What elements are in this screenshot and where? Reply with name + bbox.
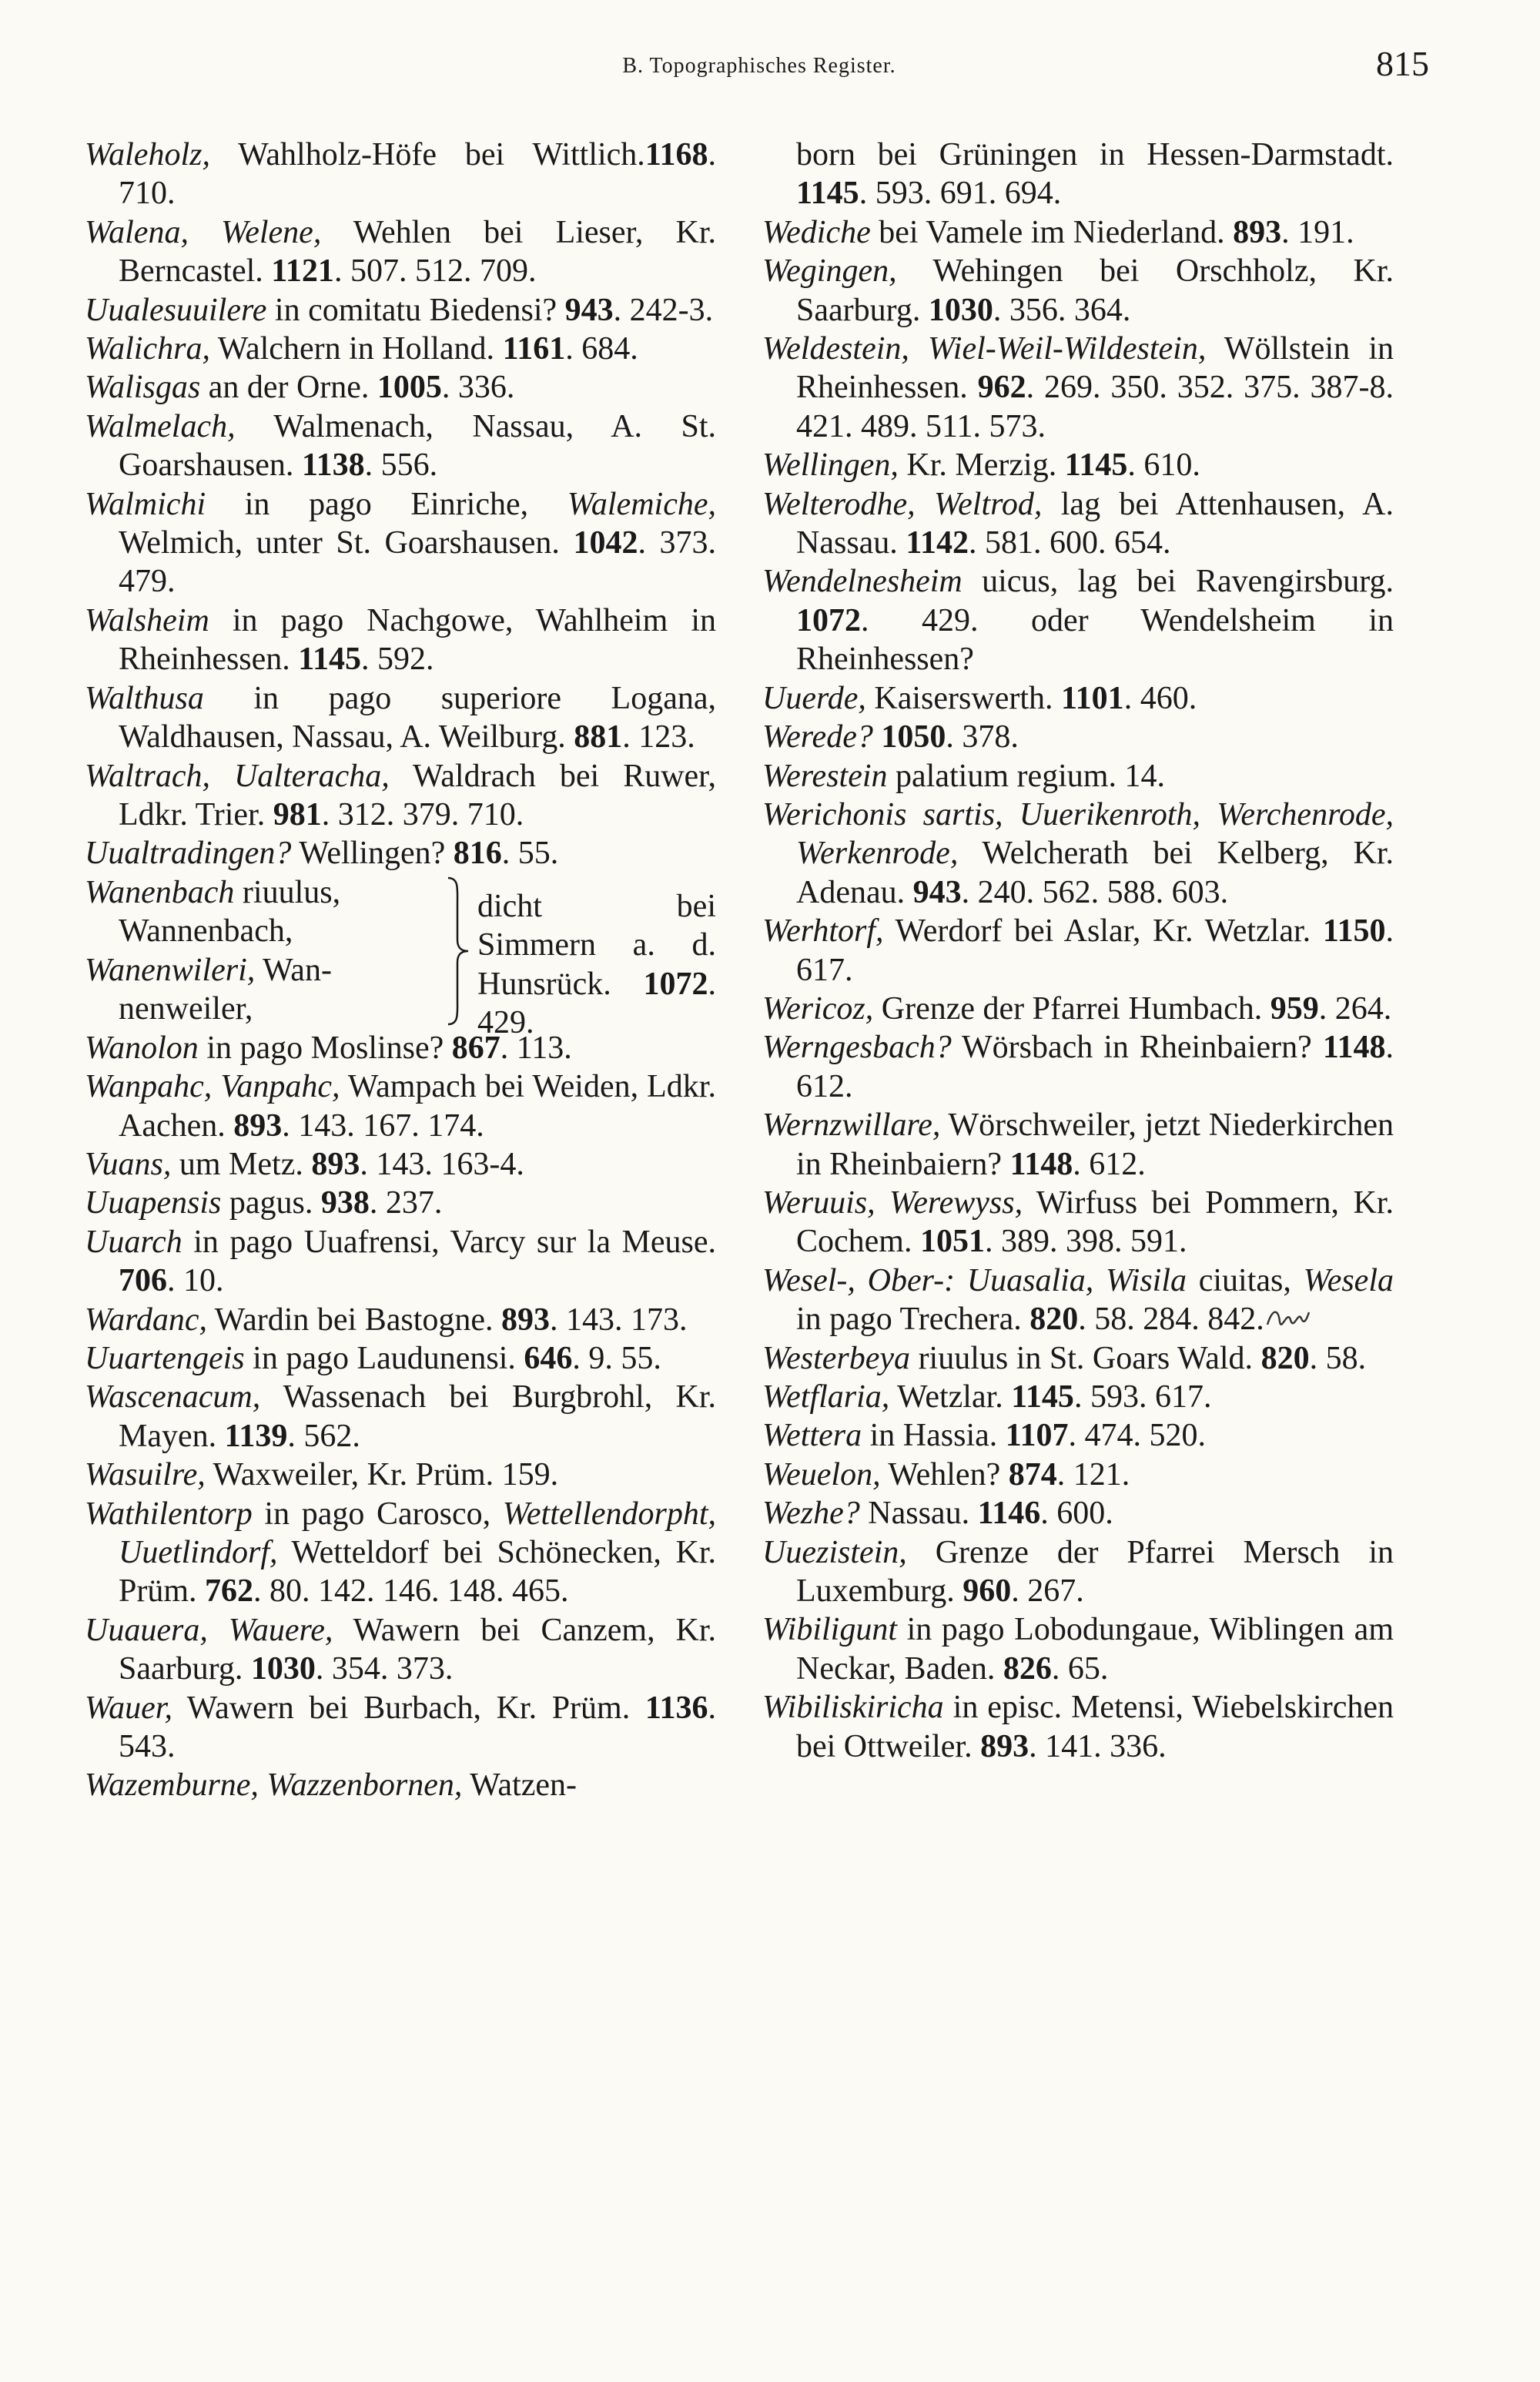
entry-doc-number: 1168 [644, 137, 708, 173]
index-entry [762, 1533, 1394, 1611]
bracket-right-text [477, 887, 716, 1043]
index-entry [762, 446, 1394, 484]
entry-headword: Uuapensis [85, 1185, 222, 1221]
index-entry [762, 679, 1394, 718]
index-entry [85, 1766, 716, 1804]
entry-text: in pago Lobodungaue, Wiblingen am Neckar, Baden. [796, 1612, 1394, 1687]
entry-headword: Walichra, [85, 331, 210, 367]
entry-pages: . 55. [501, 836, 559, 872]
index-entry [762, 718, 1394, 756]
entry-text: uicus, lag bei Ravengirsburg. [962, 564, 1394, 600]
entry-text: riuulus in St. Goars Wald. [910, 1340, 1261, 1376]
entry-text: Wirfuss bei Pommern, Kr. Cochem. [796, 1184, 1394, 1260]
entry-text: Walmenach, Nassau, A. St. Goarshausen. [119, 408, 716, 484]
entry-text: Welmich, unter St. Goarshausen. [119, 525, 574, 561]
entry-text: Wardin bei Bastogne. [207, 1302, 501, 1338]
entry-headword: Waltrach, Ualteracha, [85, 758, 390, 794]
bracket-left-lines [85, 873, 447, 1029]
entry-headword: Vuans, [85, 1146, 172, 1182]
bracket-line [85, 912, 447, 950]
entry-text: Nassau. [859, 1496, 978, 1532]
entry-doc-number: 646 [524, 1340, 573, 1376]
entry-doc-number: 1030 [928, 292, 993, 328]
entry-headword: Werichonis sartis, Uuerikenroth, Werchenrode, Werkenrode, [762, 796, 1394, 872]
entry-headword: Westerbeya [762, 1340, 911, 1376]
entry-doc-number: 826 [1003, 1650, 1052, 1687]
entry-headword: Wathilentorp [85, 1496, 253, 1532]
entry-doc-number: 1138 [301, 447, 365, 484]
entry-headword: Walena, Welene, [85, 214, 322, 250]
entry-doc-number: 1145 [796, 176, 859, 212]
entry-text: in pago Trechera. [796, 1302, 1030, 1338]
entry-doc-number: 1072 [643, 966, 708, 1002]
entry-doc-number: 1161 [502, 331, 566, 367]
entry-text: bei Vamele im Niederland. [870, 214, 1234, 250]
index-entry [85, 1301, 716, 1339]
entry-pages: . 354. 373. [315, 1651, 454, 1687]
entry-text: an der Orne. [200, 370, 377, 406]
entry-pages: . 507. 512. 709. [333, 253, 537, 290]
entry-headword: Walsheim [85, 602, 209, 638]
entry-pages: . 191. [1281, 214, 1354, 250]
entry-text: riuulus, [234, 874, 341, 910]
entry-doc-number: 959 [1270, 990, 1319, 1027]
index-entry [762, 136, 1394, 213]
entry-pages: . 121. [1056, 1456, 1130, 1493]
entry-headword: Uuezistein, [762, 1534, 907, 1570]
entry-pages: . 710. [119, 137, 716, 212]
entry-text: Kaiserswerth. [865, 680, 1061, 716]
entry-doc-number: 820 [1029, 1302, 1079, 1338]
entry-variant: Wettellendorpht, Uuetlindorf, [119, 1496, 716, 1570]
entry-doc-number: 874 [1008, 1456, 1057, 1493]
entry-headword: Uualtradingen? [85, 836, 292, 872]
entry-variant: Wesela [1303, 1262, 1394, 1298]
entry-pages: . 592. [360, 642, 434, 678]
entry-doc-number: 1005 [377, 370, 442, 406]
index-entry [762, 1106, 1394, 1184]
entry-headword: Wanenwileri, [85, 952, 256, 988]
entry-doc-number: 1145 [1064, 447, 1128, 484]
entry-headword: Uuarch [85, 1224, 182, 1260]
entry-headword: Wardanc, [85, 1302, 208, 1338]
entry-text: pagus. [221, 1185, 321, 1221]
entry-text: Kr. Merzig. [898, 447, 1065, 484]
entry-doc-number: 1145 [298, 642, 361, 678]
entry-text: in Hassia. [862, 1418, 1006, 1454]
index-entry [762, 485, 1394, 563]
entry-pages: . 237. [369, 1185, 443, 1221]
entry-text: Wetteldorf bei Schönecken, Kr. Prüm. [119, 1535, 716, 1610]
entry-doc-number: 960 [962, 1573, 1012, 1610]
entry-doc-number: 881 [574, 719, 623, 755]
entry-headword: Wanpahc, Vanpahc, [85, 1069, 340, 1105]
entry-text: in pago Laudunensi. [244, 1340, 524, 1376]
entry-doc-number: 938 [320, 1185, 370, 1221]
left-column [85, 136, 716, 1805]
entry-pages: . 460. [1123, 680, 1197, 716]
entry-pages: . 612. [796, 1030, 1394, 1104]
page-header [89, 40, 1429, 102]
entry-headword: Weruuis, Werewyss, [762, 1184, 1023, 1221]
entry-text: Wellingen? [291, 836, 454, 872]
bracket-line [85, 873, 447, 912]
entry-doc-number: 1145 [1011, 1379, 1074, 1415]
entry-headword: Walmelach, [85, 408, 236, 444]
index-entry [85, 1145, 716, 1184]
entry-pages: . 336. [441, 370, 515, 406]
entry-doc-number: 1139 [224, 1418, 288, 1454]
index-entry [762, 796, 1394, 912]
entry-text: nenweiler, [119, 990, 253, 1027]
curly-brace [445, 873, 471, 1029]
entry-doc-number: 893 [1233, 214, 1282, 250]
entry-text [873, 719, 882, 755]
index-entry [85, 834, 716, 873]
index-entry [85, 1378, 716, 1456]
bracketed-entry [85, 873, 716, 1040]
entry-doc-number: 1136 [644, 1690, 708, 1726]
entry-text: in pago Moslinse? [198, 1030, 452, 1066]
entry-headword: Wibiliskiricha [762, 1690, 944, 1726]
entry-text: Werdorf bei Aslar, Kr. Wetzlar. [883, 913, 1323, 950]
entry-pages: . 264. [1318, 990, 1392, 1027]
entry-doc-number: 1121 [271, 253, 334, 290]
index-entry [762, 1184, 1394, 1261]
entry-doc-number: 943 [912, 874, 962, 910]
entry-pages: . 600. [1040, 1496, 1113, 1532]
entry-headword: Walmichi [85, 486, 206, 522]
entry-pages: . 143. 167. 174. [282, 1107, 484, 1144]
entry-pages: . 65. [1051, 1650, 1109, 1687]
entry-headword: Walthusa [85, 680, 204, 716]
entry-headword: Wericoz, [762, 990, 874, 1027]
index-entry [85, 1339, 716, 1378]
entry-doc-number: 1142 [906, 525, 969, 561]
handwritten-annotation [1264, 1302, 1311, 1335]
entry-pages: . 141. 336. [1029, 1728, 1167, 1764]
entry-headword: Welterodhe, Weltrod, [762, 486, 1043, 522]
entry-doc-number: 1042 [573, 525, 638, 561]
index-entry [762, 912, 1394, 990]
entry-doc-number: 981 [273, 796, 322, 833]
entry-pages: . 10. [167, 1263, 224, 1299]
entry-pages: . 9. 55. [572, 1340, 661, 1376]
entry-headword: Werede? [762, 719, 873, 755]
entry-headword: Wezhe? [762, 1496, 860, 1532]
entry-pages: . 429. oder Wendelsheim in Rheinhessen? [796, 602, 1394, 678]
entry-pages: . 581. 600. 654. [969, 525, 1171, 561]
index-entry [762, 1456, 1394, 1494]
entry-doc-number: 867 [451, 1030, 500, 1066]
index-entry [85, 368, 716, 407]
entry-text: in pago Nachgowe, Wahlheim in Rheinhessen. [119, 602, 716, 678]
index-entry [762, 213, 1394, 252]
entry-doc-number: 1051 [919, 1224, 985, 1260]
entry-text: Wannenbach, [119, 913, 293, 950]
entry-headword: Wazemburne, Wazzenbornen, [85, 1767, 463, 1804]
index-entry [85, 136, 716, 213]
entry-text: Wehlen? [880, 1456, 1009, 1493]
entry-doc-number: 1101 [1061, 680, 1124, 716]
entry-text: lag bei Attenhausen, A. Nassau. [796, 486, 1394, 561]
entry-text: Watzen- [462, 1767, 577, 1804]
entry-variant: Walemiche, [567, 486, 716, 522]
index-entry [85, 1611, 716, 1689]
entry-headword: Wesel-, Ober-: Uuasalia, Wisila [762, 1262, 1187, 1298]
entry-pages: . 378. [946, 719, 1019, 755]
running-head: B. Topographisches Register. [622, 54, 896, 78]
entry-pages: . 143. 173. [550, 1302, 688, 1338]
index-entry [85, 1067, 716, 1145]
entry-pages: . 356. 364. [993, 292, 1131, 328]
entry-headword: Wendelnesheim [762, 564, 962, 600]
entry-headword: Waleholz, [85, 137, 210, 173]
index-entry [762, 1028, 1394, 1106]
entry-doc-number: 1030 [250, 1651, 316, 1687]
index-entry [85, 1456, 716, 1494]
entry-headword: Uuauera, Wauere, [85, 1612, 333, 1648]
entry-headword: Wetflaria, [762, 1379, 890, 1415]
entry-headword: Wettera [762, 1418, 862, 1454]
entry-pages: . 684. [565, 331, 638, 367]
index-entry [762, 757, 1394, 796]
entry-text: Wörschweiler, jetzt Niederkirchen in Rheinbaiern? [796, 1107, 1394, 1182]
index-entry [762, 1610, 1394, 1688]
index-entry [85, 407, 716, 485]
entry-pages: . 312. 379. 710. [321, 796, 524, 833]
entry-text: Wan- [255, 952, 332, 988]
entry-pages: . 123. [622, 719, 695, 755]
entry-text: Waxweiler, Kr. Prüm. 159. [205, 1457, 559, 1493]
entry-pages: . 143. 163-4. [360, 1146, 524, 1182]
entry-pages: . 610. [1127, 447, 1200, 484]
index-entry [85, 330, 716, 368]
entry-pages: . 389. 398. 591. [984, 1224, 1187, 1260]
entry-headword: Wauer, [85, 1690, 172, 1726]
entry-doc-number: 943 [564, 292, 614, 328]
entry-headword: Weldestein, Wiel-Weil-Wildestein, [762, 331, 1207, 367]
entry-doc-number: 816 [453, 836, 502, 872]
index-entry [762, 1688, 1394, 1766]
entry-text: in pago Carosco, [252, 1496, 503, 1532]
index-entry [85, 757, 716, 835]
entry-pages: . 617. [796, 913, 1394, 988]
entry-text: Grenze der Pfarrei Mersch in Luxemburg. [796, 1534, 1394, 1610]
entry-headword: Uualesuuilere [85, 292, 267, 328]
entry-text: Grenze der Pfarrei Humbach. [873, 990, 1270, 1027]
entry-text: Wassenach bei Burgbrohl, Kr. Mayen. [119, 1379, 716, 1454]
index-entry [85, 679, 716, 757]
entry-pages: . 240. 562. 588. 603. [961, 874, 1229, 910]
entry-pages: . 556. [364, 447, 438, 484]
entry-headword: Walisgas [85, 370, 201, 406]
bracket-line [85, 990, 447, 1028]
entry-pages: . 269. 350. 352. 375. 387-8. 421. 489. 511. 573. [796, 370, 1394, 444]
entry-doc-number: 962 [977, 370, 1026, 406]
entry-text: Waldrach bei Ruwer, Ldkr. Trier. [119, 758, 716, 833]
entry-pages: . 113. [500, 1030, 572, 1066]
entry-headword: Uuartengeis [85, 1340, 245, 1376]
entry-text: in episc. Metensi, Wiebelskirchen bei Ottweiler. [796, 1690, 1394, 1764]
entry-pages: . 429. [477, 966, 716, 1040]
index-entry [85, 1495, 716, 1611]
entry-text: Wehlen bei Lieser, Kr. Berncastel. [119, 214, 716, 290]
entry-headword: Wegingen, [762, 253, 897, 290]
entry-doc-number: 893 [501, 1302, 550, 1338]
entry-doc-number: 1072 [796, 602, 861, 638]
entry-headword: Wasuilre, [85, 1457, 206, 1493]
entry-text: Wawern bei Burbach, Kr. Prüm. [172, 1690, 645, 1726]
index-entry [762, 990, 1394, 1028]
entry-pages: . 593. 691. 694. [859, 176, 1062, 212]
entry-headword: Wellingen, [762, 447, 899, 484]
entry-doc-number: 893 [980, 1728, 1029, 1764]
index-entry [762, 1378, 1394, 1416]
entry-headword: Wanenbach [85, 874, 235, 910]
entry-doc-number: 1150 [1322, 913, 1386, 950]
entry-headword: Wibiligunt [762, 1612, 898, 1648]
entry-pages: . 80. 142. 146. 148. 465. [253, 1573, 569, 1610]
index-entry [85, 601, 716, 679]
entry-pages: . 373. 479. [119, 525, 717, 600]
index-entry [762, 1339, 1394, 1378]
entry-pages: . 242-3. [613, 292, 714, 328]
entry-text: born bei Grüningen in Hessen-Darmstadt. [796, 137, 1394, 173]
entry-pages: . 58. 284. 842. [1078, 1302, 1264, 1338]
entry-text: Wetzlar. [889, 1379, 1012, 1415]
index-entry [85, 1689, 716, 1767]
entry-headword: Wanolon [85, 1030, 199, 1066]
entry-pages: . 543. [119, 1690, 716, 1765]
bracket-line [85, 951, 447, 990]
entry-headword: Wediche [762, 214, 871, 250]
page-number: 815 [1376, 44, 1429, 83]
entry-text: Wawern bei Canzem, Kr. Saarburg. [119, 1612, 716, 1687]
entry-pages: . 593. 617. [1073, 1379, 1212, 1415]
right-column [762, 136, 1394, 1766]
index-entry [762, 330, 1394, 446]
index-entry [762, 1494, 1394, 1533]
entry-pages: . 58. [1309, 1340, 1367, 1376]
entry-headword: Werestein [762, 758, 888, 794]
entry-doc-number: 1107 [1005, 1418, 1069, 1454]
entry-doc-number: 1146 [977, 1496, 1041, 1532]
index-entry [85, 485, 716, 601]
index-entry [85, 213, 716, 291]
entry-text: Wahlholz-Höfe bei Wittlich. [209, 137, 645, 173]
entry-doc-number: 1148 [1322, 1030, 1386, 1066]
entry-doc-number: 893 [233, 1107, 283, 1144]
entry-headword: Werngesbach? [762, 1030, 952, 1066]
entry-text: in comitatu Biedensi? [266, 292, 565, 328]
entry-text: um Metz. [171, 1146, 312, 1182]
entry-doc-number: 762 [205, 1573, 254, 1610]
entry-headword: Werhtorf, [762, 913, 884, 950]
entry-headword: Wascenacum, [85, 1379, 261, 1415]
entry-text: Wörsbach in Rheinbaiern? [951, 1030, 1323, 1066]
entry-doc-number: 893 [311, 1146, 360, 1182]
entry-pages: . 267. [1011, 1573, 1084, 1610]
entry-pages: . 474. 520. [1068, 1418, 1206, 1454]
index-entry [762, 252, 1394, 330]
entry-text: Wampach bei Weiden, Ldkr. Aachen. [119, 1069, 716, 1144]
index-entry [85, 1223, 716, 1301]
entry-headword: Uuerde, [762, 680, 866, 716]
entry-text: Wöllstein in Rheinhessen. [796, 331, 1394, 406]
entry-pages: . 562. [287, 1418, 360, 1454]
entry-text: Welcherath bei Kelberg, Kr. Adenau. [796, 836, 1394, 910]
entry-pages: . 612. [1073, 1146, 1146, 1182]
entry-headword: Wernzwillare, [762, 1107, 941, 1144]
index-entry [762, 1416, 1394, 1455]
entry-text: palatium regium. 14. [887, 758, 1165, 794]
index-entry [85, 1184, 716, 1222]
entry-text: Walchern in Holland. [209, 331, 503, 367]
entry-doc-number: 1050 [881, 719, 946, 755]
entry-text: in pago superiore Logana, Waldhausen, Nassau, A. Weilburg. [119, 680, 716, 755]
index-entry [762, 1261, 1394, 1339]
entry-text: ciuitas, [1187, 1262, 1304, 1298]
entry-text: dicht bei Simmern a. d. Hunsrück. [477, 888, 716, 1002]
entry-doc-number: 820 [1260, 1340, 1310, 1376]
entry-doc-number: 1148 [1009, 1146, 1073, 1182]
entry-doc-number: 706 [119, 1263, 167, 1299]
index-entry [762, 562, 1394, 678]
entry-text: Wehingen bei Orschholz, Kr. Saarburg. [796, 253, 1394, 328]
entry-text: in pago Uuafrensi, Varcy sur la Meuse. [182, 1224, 716, 1260]
index-entry [85, 291, 716, 330]
entry-headword: Weuelon, [762, 1456, 881, 1493]
entry-text: in pago Einriche, [206, 486, 567, 522]
